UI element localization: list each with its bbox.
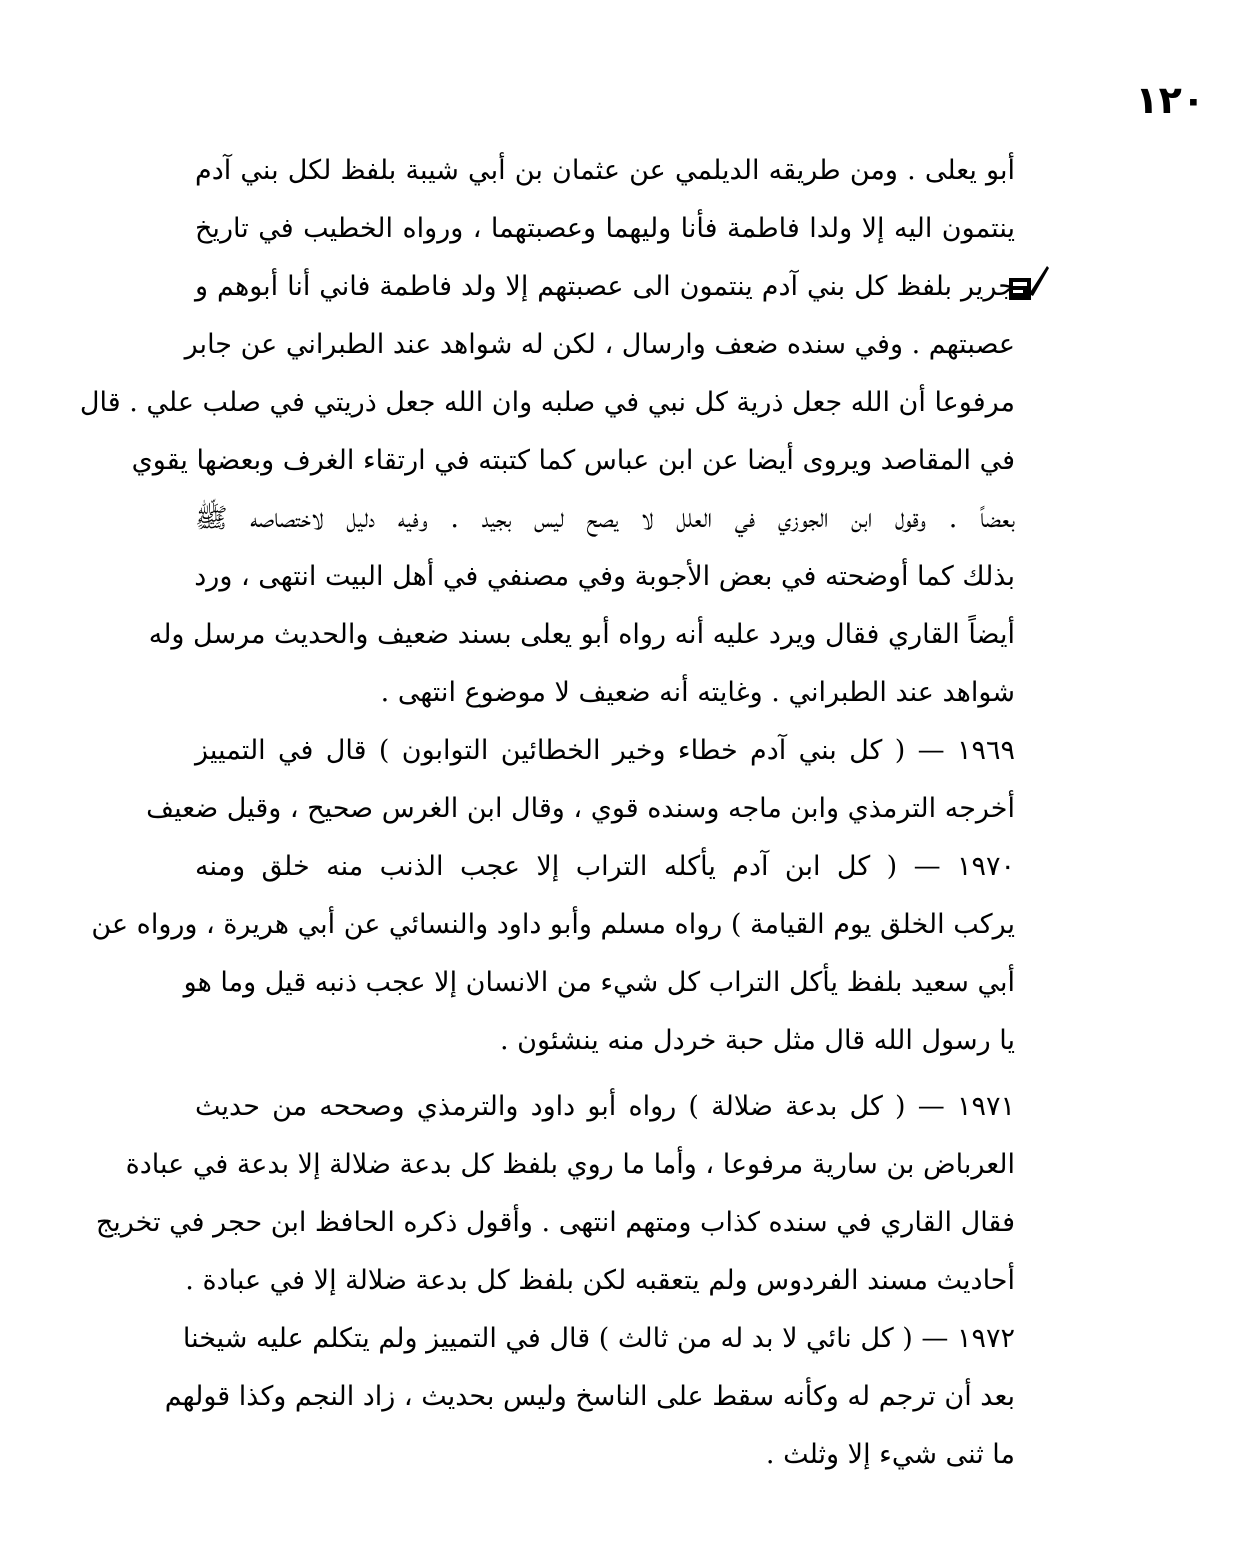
text-line: أخرجه الترمذي وابن ماجه وسنده قوي ، وقال ابن الغرس صحيح ، وقيل ضعيف <box>146 793 1015 824</box>
text-line: ينتمون اليه إلا ولدا فاطمة فأنا وليهما وعصبتهما ، ورواه الخطيب في تاريخ <box>195 213 1015 244</box>
entry-1970-line: ١٩٧٠ — ( كل ابن آدم يأكله التراب إلا عجب الذنب منه خلق ومنه <box>195 851 1015 882</box>
text-line: بعضاً . وقول ابن الجوزي في العلل لا يصح ليس بجيد . وفيه دليل لاختصاصه ﷺ <box>195 503 1015 534</box>
text-line: ما ثنى شيء إلا وثلث . <box>765 1439 1015 1470</box>
text-line: شواهد عند الطبراني . وغايته أنه ضعيف لا موضوع انتهى . <box>380 677 1015 708</box>
text-line: جرير بلفظ كل بني آدم ينتمون الى عصبتهم إلا ولد فاطمة فاني أنا أبوهم و <box>195 271 1015 302</box>
text-line: يا رسول الله قال مثل حبة خردل منه ينشئون . <box>499 1025 1015 1056</box>
text-line: أيضاً القاري فقال ويرد عليه أنه رواه أبو يعلى بسند ضعيف والحديث مرسل وله <box>148 619 1015 650</box>
entry-1971-line: ١٩٧١ — ( كل بدعة ضلالة ) رواه أبو داود والترمذي وصححه من حديث <box>195 1091 1015 1122</box>
text-line: يركب الخلق يوم القيامة ) رواه مسلم وأبو داود والنسائي عن أبي هريرة ، ورواه عن <box>91 909 1015 940</box>
text-line: أبي سعيد بلفظ يأكل التراب كل شيء من الانسان إلا عجب ذنبه قيل وما هو <box>183 967 1015 998</box>
entry-1972-line: ١٩٧٢ — ( كل نائي لا بد له من ثالث ) قال في التمييز ولم يتكلم عليه شيخنا <box>182 1323 1015 1354</box>
text-line: بعد أن ترجم له وكأنه سقط على الناسخ وليس بحديث ، زاد النجم وكذا قولهم <box>164 1381 1015 1412</box>
text-line: في المقاصد ويروى أيضا عن ابن عباس كما كتبته في ارتقاء الغرف وبعضها يقوي <box>131 445 1015 476</box>
text-line: فقال القاري في سنده كذاب ومتهم انتهى . وأقول ذكره الحافظ ابن حجر في تخريج <box>95 1207 1015 1238</box>
text-line: عصبتهم . وفي سنده ضعف وارسال ، لكن له شواهد عند الطبراني عن جابر <box>184 329 1015 360</box>
text-line: بذلك كما أوضحته في بعض الأجوبة وفي مصنفي في أهل البيت انتهى ، ورد <box>194 561 1015 592</box>
entry-1969-line: ١٩٦٩ — ( كل بني آدم خطاء وخير الخطائين التوابون ) قال في التمييز <box>195 735 1015 766</box>
body-text <box>79 142 1015 1484</box>
text-line: مرفوعا أن الله جعل ذرية كل نبي في صلبه وان الله جعل ذريتي في صلب علي . قال <box>79 387 1015 418</box>
text-line: أبو يعلى . ومن طريقه الديلمي عن عثمان بن أبي شيبة بلفظ لكل بني آدم <box>195 155 1015 186</box>
page-number: ١٢٠ <box>1135 78 1205 122</box>
text-line: العرباض بن سارية مرفوعا ، وأما ما روي بلفظ كل بدعة ضلالة إلا بدعة في عبادة <box>125 1149 1015 1180</box>
text-line: أحاديث مسند الفردوس ولم يتعقبه لكن بلفظ كل بدعة ضلالة إلا في عبادة . <box>185 1265 1015 1296</box>
